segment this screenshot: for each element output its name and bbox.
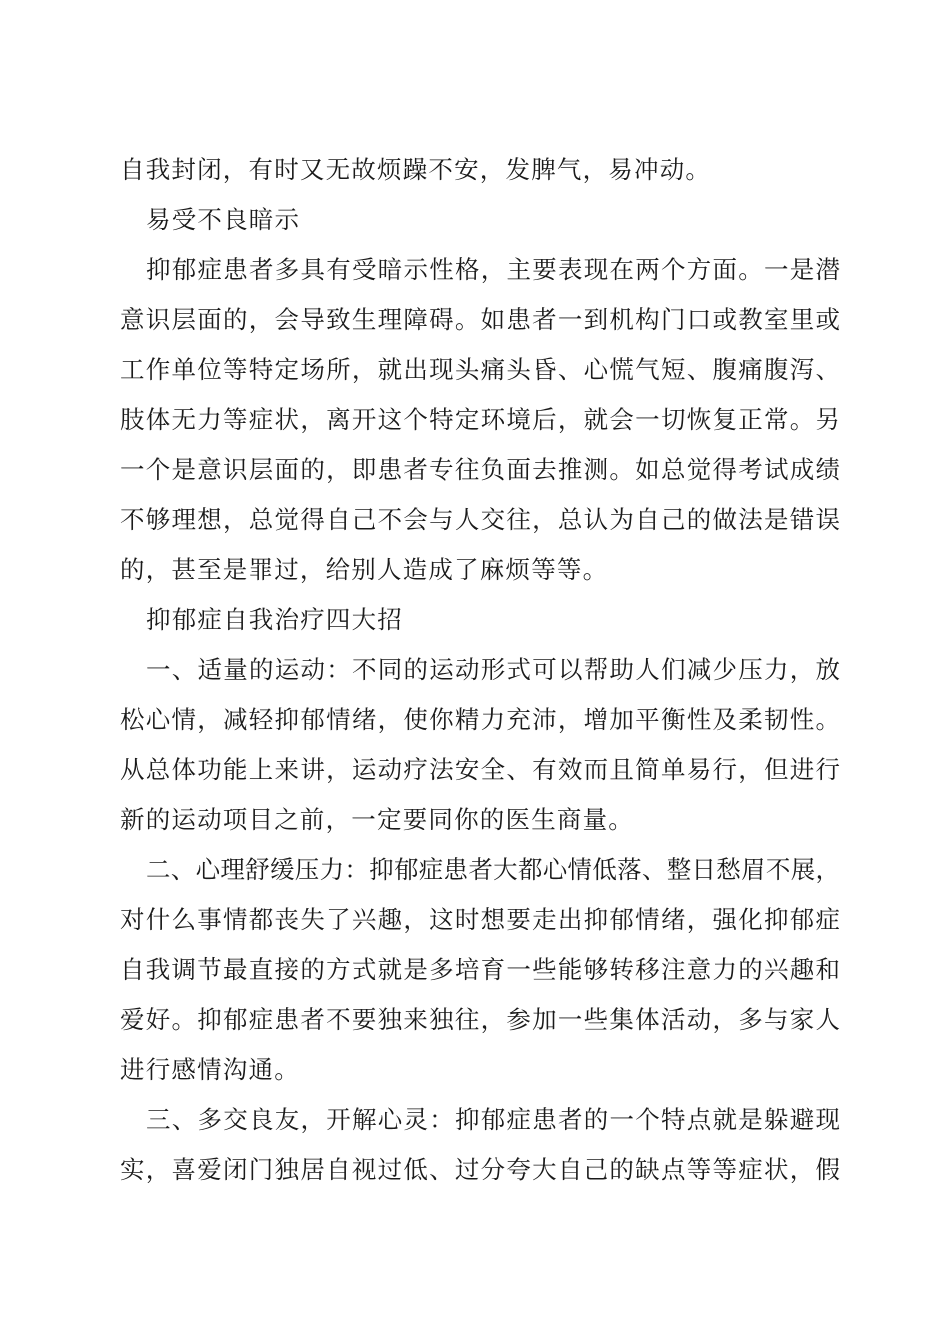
paragraph-line: 实，喜爱闭门独居自视过低、过分夸大自己的缺点等等症状，假 [120, 1155, 840, 1184]
paragraph-line: 抑郁症患者多具有受暗示性格，主要表现在两个方面。一是潜 [146, 255, 840, 284]
section-heading: 抑郁症自我治疗四大招 [146, 605, 403, 634]
paragraph-line: 一、适量的运动：不同的运动形式可以帮助人们减少压力，放 [146, 655, 840, 684]
paragraph-line: 新的运动项目之前，一定要同你的医生商量。 [120, 805, 634, 834]
paragraph-line: 从总体功能上来讲，运动疗法安全、有效而且简单易行，但进行 [120, 755, 840, 784]
paragraph-line: 自我封闭，有时又无故烦躁不安，发脾气，易冲动。 [120, 155, 712, 184]
paragraph-line: 二、心理舒缓压力：抑郁症患者大都心情低落、整日愁眉不展， [146, 855, 840, 884]
paragraph-line: 自我调节最直接的方式就是多培育一些能够转移注意力的兴趣和 [120, 955, 840, 984]
paragraph-line: 一个是意识层面的，即患者专往负面去推测。如总觉得考试成绩 [120, 455, 840, 484]
paragraph-line: 对什么事情都丧失了兴趣，这时想要走出抑郁情绪，强化抑郁症 [120, 905, 840, 934]
paragraph-line: 工作单位等特定场所，就出现头痛头昏、心慌气短、腹痛腹泻、 [120, 355, 840, 384]
paragraph-line: 意识层面的，会导致生理障碍。如患者一到机构门口或教室里或 [120, 305, 840, 334]
paragraph-line: 进行感情沟通。 [120, 1055, 300, 1084]
section-heading: 易受不良暗示 [146, 205, 301, 234]
paragraph-line: 爱好。抑郁症患者不要独来独往，参加一些集体活动，多与家人 [120, 1005, 840, 1034]
paragraph-line: 肢体无力等症状，离开这个特定环境后，就会一切恢复正常。另 [120, 405, 840, 434]
paragraph-line: 松心情，减轻抑郁情绪，使你精力充沛，增加平衡性及柔韧性。 [120, 705, 840, 734]
paragraph-line: 的，甚至是罪过，给别人造成了麻烦等等。 [120, 555, 609, 584]
paragraph-line: 三、多交良友，开解心灵：抑郁症患者的一个特点就是躲避现 [146, 1105, 840, 1134]
paragraph-line: 不够理想，总觉得自己不会与人交往，总认为自己的做法是错误 [120, 505, 840, 534]
